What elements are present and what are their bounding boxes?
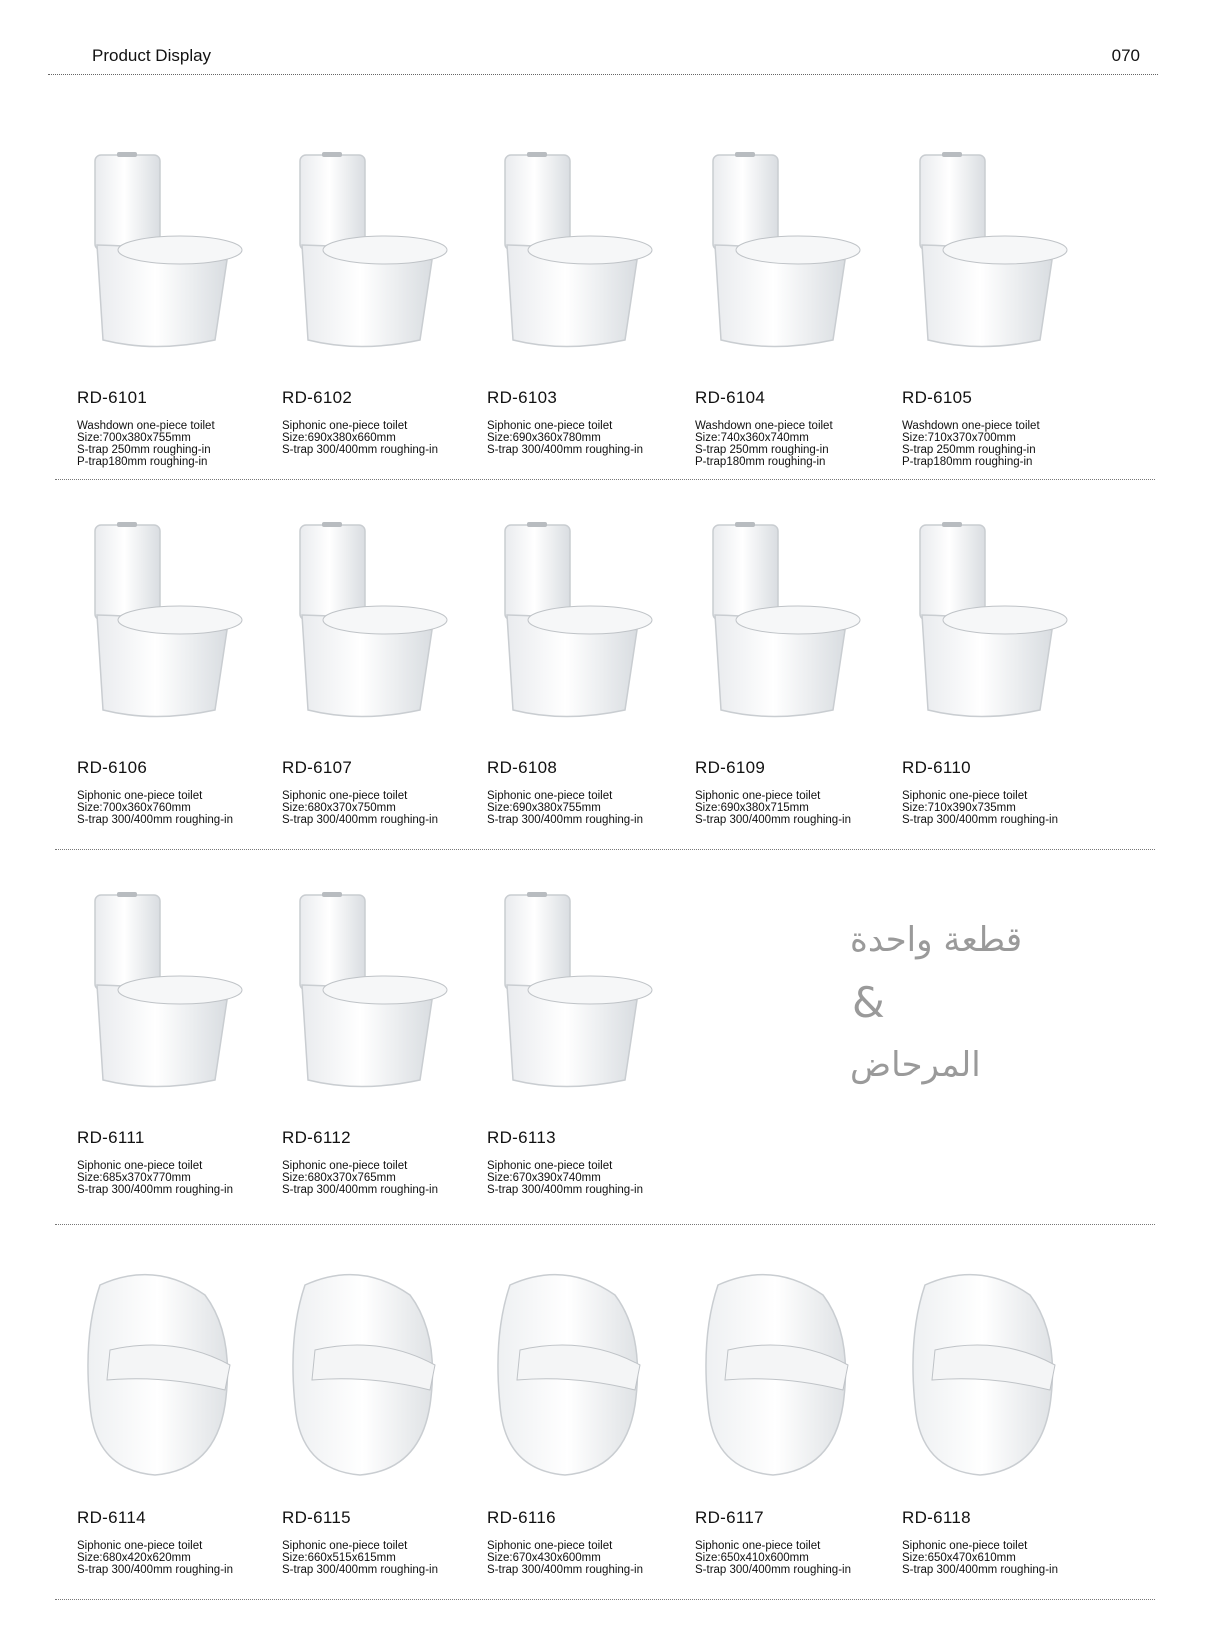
product-card <box>880 1255 1090 1600</box>
spec-line: P-trap180mm roughing-in <box>77 456 208 468</box>
spec-line: Size:680x370x750mm <box>282 802 396 814</box>
spec-line: Siphonic one-piece toilet <box>487 790 613 802</box>
product-code: RD-6112 <box>282 1128 351 1147</box>
toilet-image <box>55 1255 255 1490</box>
spec-line: Siphonic one-piece toilet <box>695 790 821 802</box>
product-image <box>55 135 255 370</box>
spec-line: Size:700x380x755mm <box>77 432 191 444</box>
product-row-4 <box>55 1255 1155 1600</box>
product-specs <box>695 790 851 826</box>
spec-line: S-trap 300/400mm roughing-in <box>282 444 438 456</box>
product-card <box>55 505 265 850</box>
spec-line: Size:740x360x740mm <box>695 432 809 444</box>
toilet-image <box>260 505 460 740</box>
spec-line: Size:700x360x760mm <box>77 802 191 814</box>
toilet-image <box>260 875 460 1110</box>
spec-line: Siphonic one-piece toilet <box>695 1540 821 1552</box>
spec-line: Size:670x390x740mm <box>487 1172 601 1184</box>
product-card <box>260 875 470 1225</box>
product-image <box>673 135 873 370</box>
toilet-image <box>673 505 873 740</box>
product-code: RD-6102 <box>282 388 353 407</box>
spec-line: Size:650x470x610mm <box>902 1552 1016 1564</box>
toilet-image <box>465 135 665 370</box>
spec-line: S-trap 300/400mm roughing-in <box>487 1564 643 1576</box>
spec-line: S-trap 300/400mm roughing-in <box>77 814 233 826</box>
page-title: Product Display <box>92 46 212 65</box>
spec-line: Size:690x380x755mm <box>487 802 601 814</box>
product-code: RD-6103 <box>487 388 558 407</box>
product-code: RD-6116 <box>487 1508 556 1527</box>
product-card <box>880 135 1090 480</box>
spec-line: S-trap 300/400mm roughing-in <box>695 1564 851 1576</box>
spec-line: Siphonic one-piece toilet <box>77 1540 203 1552</box>
product-card <box>260 1255 470 1600</box>
spec-line: S-trap 250mm roughing-in <box>695 444 829 456</box>
product-card <box>55 135 265 480</box>
product-row-1 <box>55 135 1155 480</box>
toilet-image <box>880 1255 1080 1490</box>
spec-line: Siphonic one-piece toilet <box>902 1540 1028 1552</box>
spec-line: Size:690x380x660mm <box>282 432 396 444</box>
product-card <box>465 135 675 480</box>
product-image <box>465 1255 665 1490</box>
spec-line: S-trap 250mm roughing-in <box>77 444 211 456</box>
product-image <box>465 875 665 1110</box>
spec-line: Size:680x370x765mm <box>282 1172 396 1184</box>
product-image <box>880 505 1080 740</box>
spec-line: S-trap 300/400mm roughing-in <box>282 814 438 826</box>
product-code: RD-6110 <box>902 758 971 777</box>
toilet-image <box>880 505 1080 740</box>
product-card <box>55 1255 265 1600</box>
spec-line: Siphonic one-piece toilet <box>282 420 408 432</box>
product-specs <box>282 420 438 456</box>
toilet-image <box>465 505 665 740</box>
spec-line: P-trap180mm roughing-in <box>902 456 1033 468</box>
product-specs <box>487 1160 643 1196</box>
product-code: RD-6114 <box>77 1508 146 1527</box>
spec-line: S-trap 300/400mm roughing-in <box>487 1184 643 1196</box>
product-card <box>673 1255 883 1600</box>
product-specs <box>902 790 1058 826</box>
spec-line: Size:660x515x615mm <box>282 1552 396 1564</box>
toilet-image <box>673 1255 873 1490</box>
product-specs <box>77 1160 233 1196</box>
spec-line: Siphonic one-piece toilet <box>77 1160 203 1172</box>
product-code: RD-6101 <box>77 388 148 407</box>
product-code: RD-6108 <box>487 758 558 777</box>
spec-line: S-trap 300/400mm roughing-in <box>902 1564 1058 1576</box>
product-card <box>880 505 1090 850</box>
toilet-image <box>465 875 665 1110</box>
product-specs <box>282 790 438 826</box>
spec-line: P-trap180mm roughing-in <box>695 456 826 468</box>
product-specs <box>902 1540 1058 1576</box>
page-number: 070 <box>1111 46 1140 65</box>
spec-line: S-trap 250mm roughing-in <box>902 444 1036 456</box>
spec-line: S-trap 300/400mm roughing-in <box>487 444 643 456</box>
spec-line: Siphonic one-piece toilet <box>282 790 408 802</box>
spec-line: S-trap 300/400mm roughing-in <box>282 1184 438 1196</box>
product-code: RD-6118 <box>902 1508 971 1527</box>
spec-line: Washdown one-piece toilet <box>77 420 215 432</box>
product-card <box>465 875 675 1225</box>
spec-line: Size:680x420x620mm <box>77 1552 191 1564</box>
ampersand: & <box>852 978 885 1027</box>
product-specs <box>77 1540 233 1576</box>
product-code: RD-6115 <box>282 1508 351 1527</box>
product-code: RD-6105 <box>902 388 973 407</box>
spec-line: Size:670x430x600mm <box>487 1552 601 1564</box>
product-specs <box>902 420 1040 468</box>
product-card <box>465 505 675 850</box>
toilet-image <box>55 875 255 1110</box>
spec-line: S-trap 300/400mm roughing-in <box>695 814 851 826</box>
product-image <box>260 875 460 1110</box>
product-card <box>673 505 883 850</box>
spec-line: Washdown one-piece toilet <box>695 420 833 432</box>
product-image <box>260 505 460 740</box>
spec-line: Siphonic one-piece toilet <box>487 1540 613 1552</box>
product-specs <box>77 790 233 826</box>
product-image <box>673 505 873 740</box>
toilet-image <box>55 505 255 740</box>
product-image <box>55 1255 255 1490</box>
product-specs <box>487 1540 643 1576</box>
page-header <box>48 44 1158 75</box>
product-code: RD-6106 <box>77 758 148 777</box>
arabic-caption <box>850 920 1100 1085</box>
product-row-2 <box>55 505 1155 850</box>
spec-line: Size:650x410x600mm <box>695 1552 809 1564</box>
spec-line: S-trap 300/400mm roughing-in <box>77 1564 233 1576</box>
product-card <box>465 1255 675 1600</box>
product-specs <box>282 1160 438 1196</box>
spec-line: Siphonic one-piece toilet <box>282 1160 408 1172</box>
spec-line: S-trap 300/400mm roughing-in <box>902 814 1058 826</box>
toilet-image <box>55 135 255 370</box>
product-card <box>673 135 883 480</box>
spec-line: Size:710x370x700mm <box>902 432 1016 444</box>
product-card <box>260 135 470 480</box>
product-code: RD-6113 <box>487 1128 556 1147</box>
product-image <box>880 135 1080 370</box>
product-specs <box>695 420 833 468</box>
product-specs <box>77 420 215 468</box>
toilet-image <box>260 1255 460 1490</box>
spec-line: S-trap 300/400mm roughing-in <box>282 1564 438 1576</box>
product-image <box>673 1255 873 1490</box>
product-card <box>260 505 470 850</box>
product-image <box>880 1255 1080 1490</box>
product-code: RD-6107 <box>282 758 353 777</box>
product-specs <box>487 790 643 826</box>
arabic-line-2: المرحاض <box>850 1045 981 1085</box>
spec-line: Siphonic one-piece toilet <box>487 1160 613 1172</box>
product-code: RD-6117 <box>695 1508 764 1527</box>
product-image <box>465 135 665 370</box>
spec-line: S-trap 300/400mm roughing-in <box>487 814 643 826</box>
product-specs <box>282 1540 438 1576</box>
product-code: RD-6109 <box>695 758 766 777</box>
product-card <box>55 875 265 1225</box>
spec-line: Size:710x390x735mm <box>902 802 1016 814</box>
product-image <box>55 875 255 1110</box>
product-image <box>465 505 665 740</box>
toilet-image <box>465 1255 665 1490</box>
toilet-image <box>673 135 873 370</box>
toilet-image <box>260 135 460 370</box>
spec-line: Washdown one-piece toilet <box>902 420 1040 432</box>
spec-line: Siphonic one-piece toilet <box>77 790 203 802</box>
spec-line: Siphonic one-piece toilet <box>487 420 613 432</box>
spec-line: Size:690x360x780mm <box>487 432 601 444</box>
product-image <box>260 1255 460 1490</box>
spec-line: Size:690x380x715mm <box>695 802 809 814</box>
product-image <box>260 135 460 370</box>
product-code: RD-6111 <box>77 1128 145 1147</box>
toilet-image <box>880 135 1080 370</box>
product-specs <box>695 1540 851 1576</box>
arabic-line-1: قطعة واحدة <box>850 920 1023 960</box>
spec-line: Size:685x370x770mm <box>77 1172 191 1184</box>
product-specs <box>487 420 643 456</box>
product-image <box>55 505 255 740</box>
spec-line: S-trap 300/400mm roughing-in <box>77 1184 233 1196</box>
spec-line: Siphonic one-piece toilet <box>902 790 1028 802</box>
product-code: RD-6104 <box>695 388 766 407</box>
spec-line: Siphonic one-piece toilet <box>282 1540 408 1552</box>
